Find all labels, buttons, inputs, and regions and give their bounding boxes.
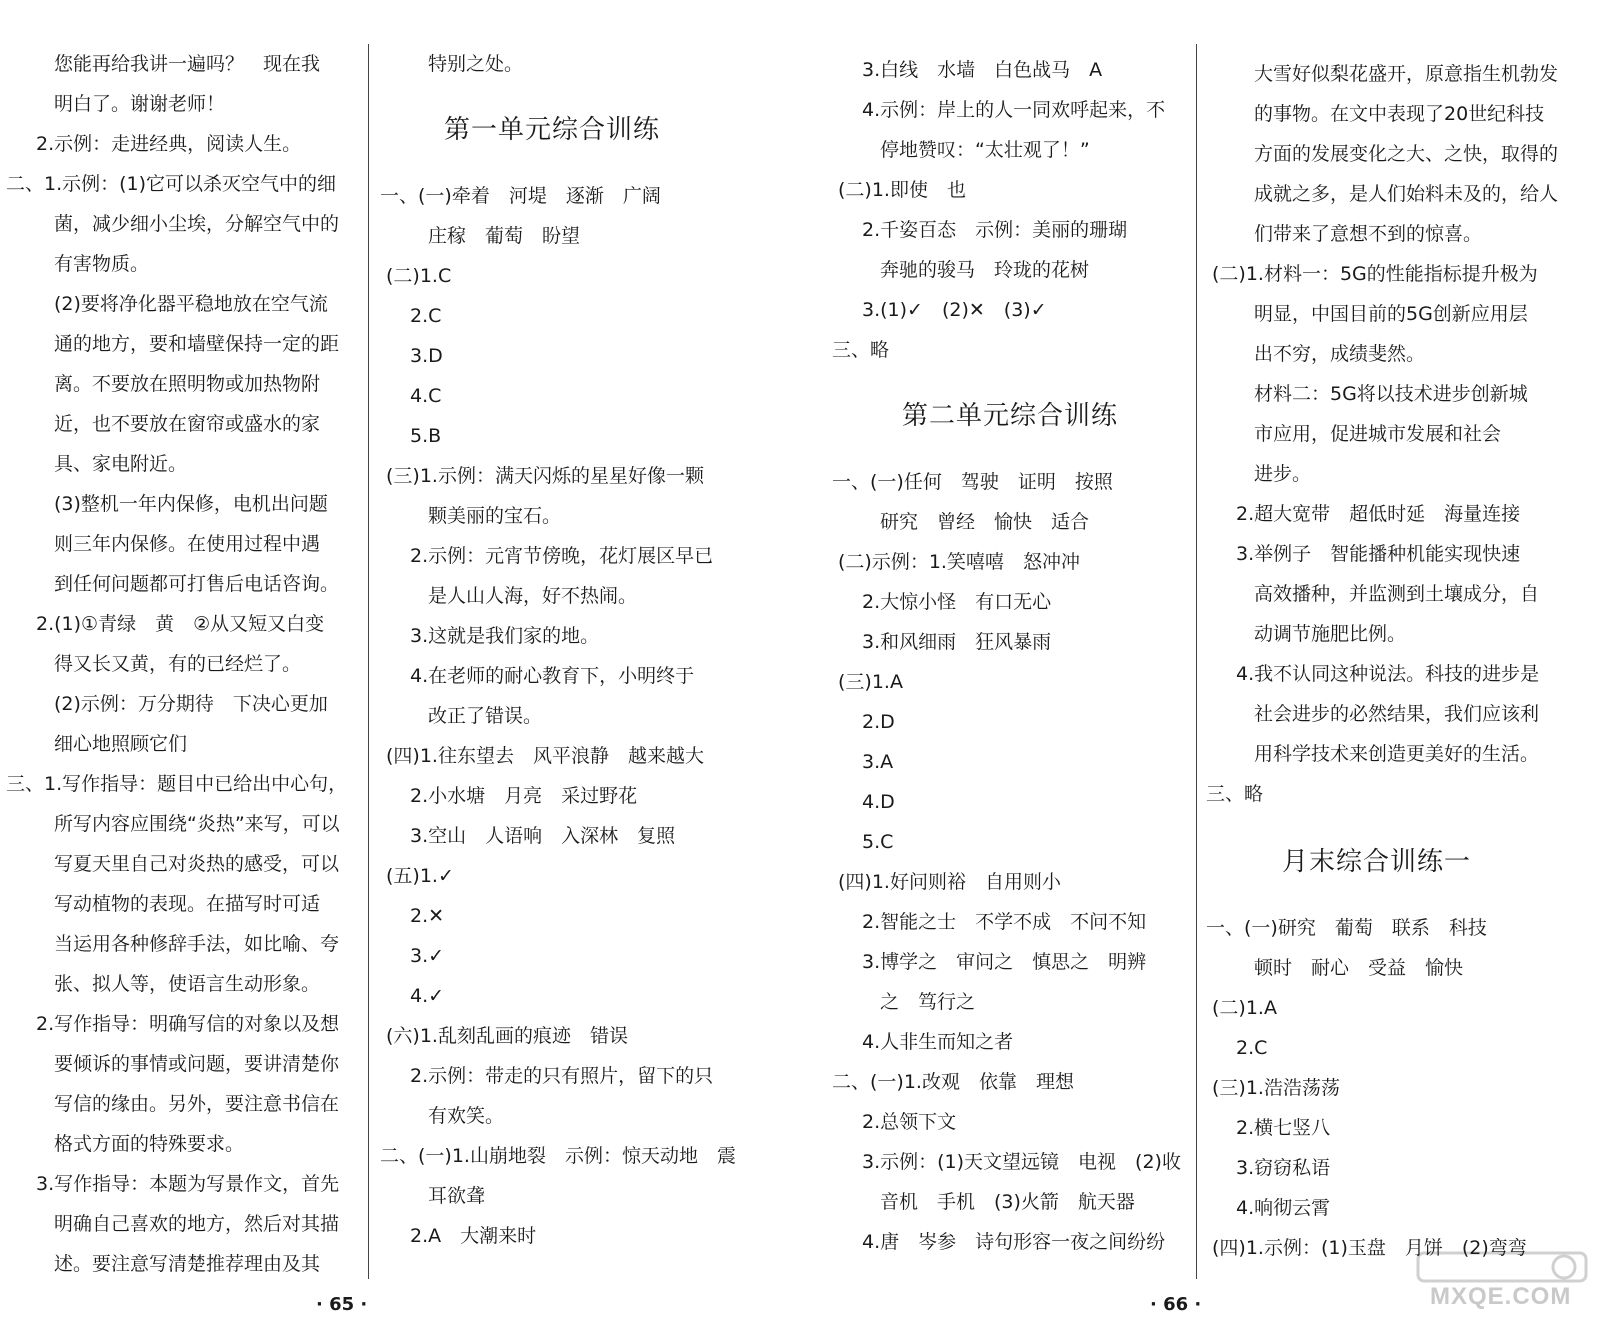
answer-line: 菌，减少细小尘埃，分解空气中的 (54, 213, 340, 235)
answer-line: 2.C (1236, 1037, 1268, 1059)
answer-line: 有害物质。 (54, 253, 150, 275)
answer-line: 停地赞叹：“太壮观了！” (880, 139, 1090, 161)
answer-line: 3.窃窃私语 (1236, 1157, 1331, 1179)
answer-line: 4.我不认同这种说法。科技的进步是 (1236, 663, 1540, 685)
answer-line: 细心地照顾它们 (54, 733, 188, 755)
answer-line: 研究 曾经 愉快 适合 (880, 511, 1090, 533)
answer-line: 市应用，促进城市发展和社会 (1254, 423, 1502, 445)
answer-line: 顿时 耐心 受益 愉快 (1254, 957, 1464, 979)
answer-line: 则三年内保修。在使用过程中遇 (54, 533, 321, 555)
answer-line: 奔驰的骏马 玲珑的花树 (880, 259, 1090, 281)
answer-line: 三、略 (832, 339, 890, 361)
answer-line: 耳欲聋 (428, 1185, 486, 1207)
answer-line: 改正了错误。 (428, 705, 543, 727)
answer-line: (二)1.A (1212, 997, 1277, 1019)
answer-line: 2.(1)①青绿 黄 ②从又短又白变 (36, 613, 325, 635)
answer-line: 3.D (410, 345, 443, 367)
answer-line: 庄稼 葡萄 盼望 (428, 225, 581, 247)
answer-line: (五)1.✓ (386, 865, 454, 887)
answer-line: 明显，中国目前的5G创新应用层 (1254, 303, 1528, 325)
answer-line: 三、1.写作指导：题目中已给出中心句， (6, 773, 348, 795)
answer-line: 离。不要放在照明物或加热物附 (54, 373, 321, 395)
answer-line: (三)1.浩浩荡荡 (1212, 1077, 1340, 1099)
answer-line: 特别之处。 (428, 53, 524, 75)
answer-line: 一、(一)牵着 河堤 逐渐 广阔 (380, 185, 661, 207)
answer-line: 用科学技术来创造更美好的生活。 (1254, 743, 1540, 765)
answer-line: 3.A (862, 751, 894, 773)
answer-line: 2.总领下文 (862, 1111, 957, 1133)
answer-line: 3.✓ (410, 945, 445, 967)
answer-line: 通的地方，要和墙壁保持一定的距 (54, 333, 340, 355)
answer-line: 之 笃行之 (880, 991, 976, 1013)
answer-line: 4.✓ (410, 985, 445, 1007)
answer-line: 3.白线 水墙 白色战马 A (862, 59, 1103, 81)
answer-line: 三、略 (1206, 783, 1264, 805)
answer-line: 2.示例：元宵节傍晚，花灯展区早已 (410, 545, 714, 567)
answer-line: 二、(一)1.山崩地裂 示例：惊天动地 震 (380, 1145, 736, 1167)
answer-line: 4.在老师的耐心教育下，小明终于 (410, 665, 695, 687)
answer-line: 一、(一)研究 葡萄 联系 科技 (1206, 917, 1487, 939)
answer-line: 得又长又黄，有的已经烂了。 (54, 653, 302, 675)
answer-line: 颗美丽的宝石。 (428, 505, 562, 527)
section-title: 月末综合训练一 (1282, 847, 1472, 877)
answer-line: 们带来了意想不到的惊喜。 (1254, 223, 1483, 245)
answer-line: 明白了。谢谢老师！ (54, 93, 226, 115)
answer-line: 动调节施肥比例。 (1254, 623, 1407, 645)
answer-line: 3.这就是我们家的地。 (410, 625, 600, 647)
answer-line: 4.C (410, 385, 442, 407)
answer-line: 大雪好似梨花盛开，原意指生机勃发 (1254, 63, 1559, 85)
answer-line: 4.响彻云霄 (1236, 1197, 1331, 1219)
answer-line: 成就之多，是人们始料未及的，给人 (1254, 183, 1559, 205)
answer-line: 2.千姿百态 示例：美丽的珊瑚 (862, 219, 1128, 241)
page-number-left: · 65 · (316, 1294, 368, 1315)
answer-line: 写动植物的表现。在描写时可适 (54, 893, 321, 915)
answer-line: 是人山人海，好不热闹。 (428, 585, 638, 607)
answer-line: 所写内容应围绕“炎热”来写，可以 (54, 813, 340, 835)
answer-line: (2)要将净化器平稳地放在空气流 (54, 293, 328, 315)
answer-line: (四)1.好问则裕 自用则小 (838, 871, 1061, 893)
answer-line: (四)1.示例：(1)玉盘 月饼 (2)弯弯 (1212, 1237, 1527, 1259)
answer-line: 材料二：5G将以技术进步创新城 (1254, 383, 1528, 405)
answer-line: 述。要注意写清楚推荐理由及其 (54, 1253, 321, 1275)
answer-line: 到任何问题都可打售后电话咨询。 (54, 573, 340, 595)
answer-line: 有欢笑。 (428, 1105, 505, 1127)
answer-line: 写信的缘由。另外，要注意书信在 (54, 1093, 340, 1115)
answer-line: (3)整机一年内保修，电机出问题 (54, 493, 328, 515)
answer-line: 的事物。在文中表现了20世纪科技 (1254, 103, 1545, 125)
answer-line: 2.示例：走进经典，阅读人生。 (36, 133, 302, 155)
answer-line: 格式方面的特殊要求。 (54, 1133, 245, 1155)
answer-line: 2.小水塘 月亮 采过野花 (410, 785, 638, 807)
answer-line: 张、拟人等，使语言生动形象。 (54, 973, 321, 995)
page-number-right: · 66 · (1150, 1294, 1202, 1315)
answer-line: 2.写作指导：明确写信的对象以及想 (36, 1013, 340, 1035)
answer-line: 3.和风细雨 狂风暴雨 (862, 631, 1052, 653)
answer-line: 2.超大宽带 超低时延 海量连接 (1236, 503, 1521, 525)
answer-line: 二、1.示例：(1)它可以杀灭空气中的细 (6, 173, 337, 195)
answer-line: 近，也不要放在窗帘或盛水的家 (54, 413, 321, 435)
answer-line: 2.大惊小怪 有口无心 (862, 591, 1052, 613)
answer-line: 4.D (862, 791, 895, 813)
answer-line: (四)1.往东望去 风平浪静 越来越大 (386, 745, 704, 767)
answer-line: 3.(1)✓ (2)✕ (3)✓ (862, 299, 1047, 321)
answer-line: 音机 手机 (3)火箭 航天器 (880, 1191, 1135, 1213)
answer-line: 出不穷，成绩斐然。 (1254, 343, 1426, 365)
answer-line: (2)示例：万分期待 下决心更加 (54, 693, 328, 715)
answer-line: 4.示例：岸上的人一同欢呼起来，不 (862, 99, 1166, 121)
section-title: 第一单元综合训练 (444, 115, 661, 145)
answer-line: (三)1.A (838, 671, 903, 693)
answer-line: 高效播种，并监测到土壤成分，自 (1254, 583, 1540, 605)
answer-line: 2.智能之士 不学不成 不问不知 (862, 911, 1147, 933)
answer-line: 当运用各种修辞手法，如比喻、夸 (54, 933, 340, 955)
answer-line: 2.横七竖八 (1236, 1117, 1331, 1139)
answer-line: 进步。 (1254, 463, 1312, 485)
answer-line: (六)1.乱刻乱画的痕迹 错误 (386, 1025, 628, 1047)
answer-line: 4.人非生而知之者 (862, 1031, 1014, 1053)
answer-line: 3.示例：(1)天文望远镜 电视 (2)收 (862, 1151, 1181, 1173)
answer-line: (二)示例：1.笑嘻嘻 怒冲冲 (838, 551, 1080, 573)
answer-line: (二)1.C (386, 265, 452, 287)
answer-line: 明确自己喜欢的地方，然后对其描 (54, 1213, 340, 1235)
answer-line: 3.写作指导：本题为写景作文，首先 (36, 1173, 340, 1195)
column-divider (1196, 44, 1197, 1279)
answer-line: 3.博学之 审问之 慎思之 明辨 (862, 951, 1147, 973)
answer-line: 2.C (410, 305, 442, 327)
answer-line: 具、家电附近。 (54, 453, 188, 475)
answer-line: 写夏天里自己对炎热的感受，可以 (54, 853, 340, 875)
answer-line: 4.唐 岑参 诗句形容一夜之间纷纷 (862, 1231, 1166, 1253)
answer-line: 二、(一)1.改观 依靠 理想 (832, 1071, 1074, 1093)
answer-line: 3.空山 人语响 入深林 复照 (410, 825, 676, 847)
answer-line: 2.示例：带走的只有照片，留下的只 (410, 1065, 714, 1087)
section-title: 第二单元综合训练 (902, 401, 1119, 431)
answer-line: 2.✕ (410, 905, 445, 927)
answer-line: 方面的发展变化之大、之快，取得的 (1254, 143, 1559, 165)
answer-line: (二)1.即使 也 (838, 179, 966, 201)
answer-line: 5.C (862, 831, 894, 853)
column-divider (368, 44, 369, 1279)
answer-line: 5.B (410, 425, 442, 447)
answer-line: 2.A 大潮来时 (410, 1225, 537, 1247)
answer-line: (二)1.材料一：5G的性能指标提升极为 (1212, 263, 1538, 285)
answer-line: 一、(一)任何 驾驶 证明 按照 (832, 471, 1113, 493)
watermark-text: MXQE.COM (1430, 1283, 1572, 1310)
answer-line: 2.D (862, 711, 895, 733)
answer-line: 3.举例子 智能播种机能实现快速 (1236, 543, 1521, 565)
answer-line: 要倾诉的事情或问题，要讲清楚你 (54, 1053, 340, 1075)
answer-line: 社会进步的必然结果，我们应该利 (1254, 703, 1540, 725)
answer-line: (三)1.示例：满天闪烁的星星好像一颗 (386, 465, 704, 487)
answer-line: 您能再给我讲一遍吗？ 现在我 (54, 53, 321, 75)
